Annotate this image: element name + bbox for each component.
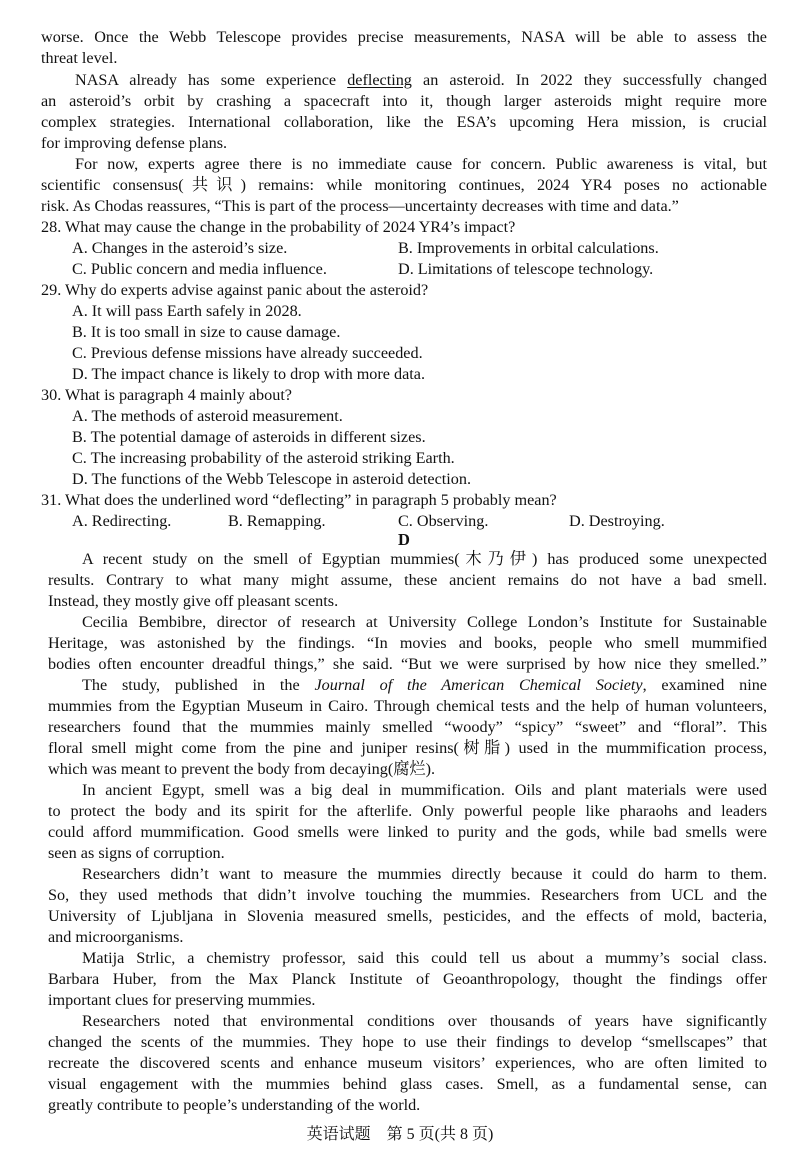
paragraph-line: For now, experts agree there is no immediate cause for concern. Public awareness is vital, but bbox=[75, 155, 767, 173]
paragraph-line: Researchers noted that environmental conditions over thousands of years have significantly bbox=[82, 1012, 767, 1030]
underlined-word: deflecting bbox=[347, 71, 412, 89]
paragraph-line: scientific consensus(共识) remains: while monitoring continues, 2024 YR4 poses no actionable bbox=[41, 176, 767, 194]
paragraph-line: recreate the discovered scents and enhance museum visitors’ experiences, who are often limited to bbox=[48, 1054, 767, 1072]
paragraph-line: to protect the body and its spirit for the afterlife. Only powerful people like pharaohs and leaders bbox=[48, 802, 767, 820]
paragraph-line: researchers found that the mummies mainly smelled “woody” “spicy” “sweet” and “floral”. This bbox=[48, 718, 767, 736]
option-31-d: D. Destroying. bbox=[569, 512, 665, 530]
option-31-b: B. Remapping. bbox=[228, 512, 326, 530]
paragraph-line: seen as signs of corruption. bbox=[48, 844, 225, 862]
paragraph-line: and microorganisms. bbox=[48, 928, 184, 946]
paragraph-line: important clues for preserving mummies. bbox=[48, 991, 316, 1009]
paragraph-line bbox=[75, 70, 767, 91]
option-29-a: A. It will pass Earth safely in 2028. bbox=[72, 302, 302, 320]
option-29-c: C. Previous defense missions have already succeeded. bbox=[72, 344, 423, 362]
paragraph-line: risk. As Chodas reassures, “This is part of the process—uncertainty decreases with time and data.” bbox=[41, 197, 679, 215]
paragraph-line: an asteroid’s orbit by crashing a spacecraft into it, though larger asteroids might require more bbox=[41, 92, 767, 110]
paragraph-line: Researchers didn’t want to measure the mummies directly because it could do harm to them. bbox=[82, 865, 767, 883]
paragraph-line: greatly contribute to people’s understanding of the world. bbox=[48, 1096, 421, 1114]
paragraph-line: complex strategies. International collaboration, like the ESA’s upcoming Hera mission, is crucial bbox=[41, 113, 767, 131]
paragraph-line: mummies from the Egyptian Museum in Cairo. Through chemical tests and the help of human volunteers, bbox=[48, 697, 767, 715]
question-stem: What is paragraph 4 mainly about? bbox=[65, 386, 292, 404]
section-heading-d: D bbox=[398, 530, 410, 549]
page-footer: 英语试题 第 5 页(共 8 页) bbox=[306, 1126, 494, 1143]
question-29 bbox=[41, 280, 428, 301]
question-number: 30. bbox=[41, 386, 62, 404]
question-stem: Why do experts advise against panic about the asteroid? bbox=[65, 281, 429, 299]
paragraph-line: worse. Once the Webb Telescope provides precise measurements, NASA will be able to assess the bbox=[41, 28, 767, 46]
question-number: 28. bbox=[41, 218, 62, 236]
question-number: 31. bbox=[41, 491, 62, 509]
option-28-a: A. Changes in the asteroid’s size. bbox=[72, 239, 288, 257]
question-stem: What may cause the change in the probability of 2024 YR4’s impact? bbox=[65, 218, 516, 236]
paragraph-line: changed the scents of the mummies. They hope to use their findings to develop “smellscapes” that bbox=[48, 1033, 767, 1051]
question-number: 29. bbox=[41, 281, 62, 299]
option-30-a: A. The methods of asteroid measurement. bbox=[72, 407, 343, 425]
question-stem: What does the underlined word “deflecting” in paragraph 5 probably mean? bbox=[65, 491, 557, 509]
text-span: an asteroid. In 2022 they successfully changed bbox=[411, 71, 767, 89]
paragraph-line: results. Contrary to what many might assume, these ancient remains do not have a bad smell. bbox=[48, 571, 767, 589]
option-28-b: B. Improvements in orbital calculations. bbox=[398, 239, 659, 257]
question-31 bbox=[41, 490, 557, 511]
paragraph-line: Heritage, was astonished by the findings. “In movies and books, people who smell mummified bbox=[48, 634, 767, 652]
paragraph-line: So, they used methods that didn’t involve touching the mummies. Researchers from UCL and the bbox=[48, 886, 767, 904]
paragraph-line: Cecilia Bembibre, director of research at University College London’s Institute for Sustainable bbox=[82, 613, 767, 631]
option-29-b: B. It is too small in size to cause damage. bbox=[72, 323, 341, 341]
paragraph-line bbox=[82, 675, 767, 696]
question-30 bbox=[41, 385, 292, 406]
paragraph-line: visual engagement with the mummies behind glass cases. Smell, as a fundamental sense, can bbox=[48, 1075, 767, 1093]
paragraph-line: for improving defense plans. bbox=[41, 134, 228, 152]
option-30-d: D. The functions of the Webb Telescope in asteroid detection. bbox=[72, 470, 471, 488]
paragraph-line: University of Ljubljana in Slovenia measured smells, pesticides, and the effects of mold, bacteria, bbox=[48, 907, 767, 925]
paragraph-line: could afford mummification. Good smells were linked to purity and the gods, while bad smells were bbox=[48, 823, 767, 841]
option-28-c: C. Public concern and media influence. bbox=[72, 260, 327, 278]
paragraph-line: Barbara Huber, from the Max Planck Institute of Geoanthropology, thought the findings offer bbox=[48, 970, 767, 988]
paragraph-line: Instead, they mostly give off pleasant scents. bbox=[48, 592, 339, 610]
option-31-a: A. Redirecting. bbox=[72, 512, 172, 530]
paragraph-line: threat level. bbox=[41, 49, 118, 67]
paragraph-line: In ancient Egypt, smell was a big deal in mummification. Oils and plant materials were used bbox=[82, 781, 767, 799]
option-29-d: D. The impact chance is likely to drop with more data. bbox=[72, 365, 426, 383]
paragraph-line: bodies often encounter dreadful things,” she said. “But we were surprised by how nice they smelled.” bbox=[48, 655, 767, 673]
text-span: , examined nine bbox=[642, 676, 767, 694]
paragraph-line: A recent study on the smell of Egyptian mummies(木乃伊) has produced some unexpected bbox=[82, 550, 767, 568]
option-30-b: B. The potential damage of asteroids in different sizes. bbox=[72, 428, 426, 446]
journal-title: Journal of the American Chemical Society bbox=[314, 676, 643, 694]
text-span: The study, published in the bbox=[82, 676, 315, 694]
option-28-d: D. Limitations of telescope technology. bbox=[398, 260, 654, 278]
question-28 bbox=[41, 217, 515, 238]
option-31-c: C. Observing. bbox=[398, 512, 489, 530]
paragraph-line: Matija Strlic, a chemistry professor, said this could tell us about a mummy’s social class. bbox=[82, 949, 767, 967]
paragraph-line: floral smell might come from the pine and juniper resins(树脂) used in the mummification process, bbox=[48, 739, 767, 757]
option-30-c: C. The increasing probability of the asteroid striking Earth. bbox=[72, 449, 455, 467]
paragraph-line: which was meant to prevent the body from decaying(腐烂). bbox=[48, 760, 436, 778]
text-span: NASA already has some experience bbox=[75, 71, 348, 89]
